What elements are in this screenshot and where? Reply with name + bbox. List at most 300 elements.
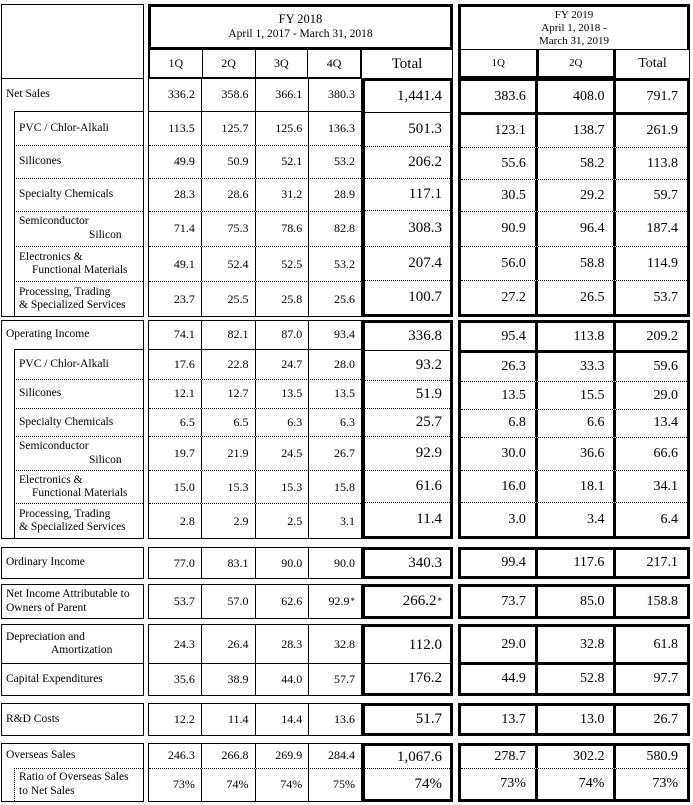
- fy19-value-cell: 73%: [500, 776, 526, 792]
- fy2018-quarter-grid: [148, 320, 362, 539]
- fy19-value-cell: 3.0: [508, 511, 526, 527]
- fy19-value-cell: 278.7: [494, 749, 526, 765]
- total-value-cell: 207.4: [365, 246, 450, 280]
- row-label-line: Functional Materials: [32, 264, 128, 277]
- fy19-value-cell: 18.1: [535, 471, 614, 502]
- q-value-cell: 25.5: [201, 282, 255, 316]
- q-value-cell: 77.0: [173, 555, 195, 570]
- col-header-1q: 1Q: [168, 56, 184, 70]
- fy19-total-cell: 73%: [613, 769, 687, 799]
- fy19-total-cell: 34.1: [613, 471, 687, 502]
- row-label: [14, 111, 143, 145]
- q-value-cell: 13.5: [255, 380, 309, 408]
- fy2018-total-column: [362, 743, 453, 802]
- row-label-text: [19, 122, 143, 136]
- fy2018-total-column: [362, 624, 453, 696]
- total-value-cell: 25.7: [365, 408, 450, 435]
- total-value-cell: 1,441.4: [397, 88, 442, 105]
- fy19-value-cell: 29.0: [501, 636, 526, 652]
- q-value-cell: 24.7: [255, 350, 309, 379]
- total-value-cell: 74%: [365, 768, 450, 799]
- row-label-line: to Net Sales: [19, 784, 75, 797]
- row-label-line: Capital Expenditures: [6, 672, 103, 685]
- total-value-cell: 100.7: [365, 280, 450, 314]
- total-value-cell: 176.2: [365, 663, 450, 693]
- q-value-cell: 53.7: [173, 594, 195, 608]
- fy2019-grid: [458, 624, 690, 696]
- col-header-2q-fy2019: 2Q: [536, 50, 614, 76]
- fy19-value-cell: 30.5: [501, 187, 526, 203]
- total-value-cell: 206.2: [365, 146, 450, 178]
- row-label: [14, 379, 143, 408]
- fy2019-row: [461, 147, 687, 179]
- fy19-value-cell: 30.0: [501, 445, 526, 461]
- col-header-3q: 3Q: [255, 50, 308, 77]
- q-value-cell: 125.6: [255, 112, 309, 145]
- row-label-line: & Specialized Services: [19, 521, 126, 534]
- row-label-text: [19, 188, 143, 202]
- section-band-operating-income: [1, 320, 693, 539]
- q-value-cell: 12.2: [173, 712, 195, 726]
- q-value-cell: 336.2: [167, 87, 195, 102]
- fy2018-quarter-grid: [148, 703, 362, 736]
- fy19-total-cell: 580.9: [613, 746, 687, 768]
- fy19-value-cell: 123.1: [494, 123, 526, 139]
- fy19-total-cell: 209.2: [613, 323, 687, 350]
- q-value-cell: 74.1: [173, 327, 195, 342]
- fy19-total-cell: 29.0: [613, 382, 687, 409]
- col-header-total-fy2019: Total: [616, 50, 690, 79]
- fy19-value-cell: 16.0: [501, 478, 526, 494]
- q-value-cell: 6.5: [201, 409, 255, 436]
- fy19-total-cell: 6.4: [613, 503, 687, 536]
- row-label-line: Semiconductor: [19, 215, 89, 228]
- row-label-text: [19, 251, 143, 278]
- q-value-cell: 2.8: [179, 513, 195, 528]
- fy2018-quarter-row: [149, 470, 361, 503]
- row-label-line: Operating Income: [6, 328, 90, 341]
- fy2018-quarter-row: [149, 79, 361, 111]
- q-value-cell: 38.9: [201, 664, 255, 695]
- fy19-total-cell: 187.4: [613, 212, 687, 246]
- q-value-cell: 15.8: [308, 471, 361, 503]
- fy19-value-cell: 29.2: [535, 180, 614, 211]
- q-value-cell: 15.0: [173, 479, 195, 494]
- q-value-cell: 269.9: [255, 744, 309, 768]
- row-label: [14, 246, 143, 281]
- fy19-value-cell: 56.0: [501, 255, 526, 271]
- q-value-cell: 28.0: [308, 350, 361, 379]
- fy2019-column-header-row: [458, 50, 690, 79]
- label-column: [1, 78, 144, 317]
- row-label-line: Overseas Sales: [6, 749, 76, 762]
- fy2019-row: [461, 768, 687, 799]
- row-label-text: [6, 713, 143, 727]
- row-label-line: Ratio of Overseas Sales: [19, 771, 129, 784]
- fy19-total-cell: 61.8: [613, 627, 687, 662]
- q-value-cell: 22.8: [201, 350, 255, 379]
- row-label-line: Processing, Trading: [19, 285, 111, 298]
- fy2018-quarter-grid: [148, 624, 362, 696]
- total-value-cell: 112.0: [408, 636, 442, 653]
- row-label-text: [19, 416, 143, 430]
- row-label: [14, 768, 143, 801]
- q-value-cell: 53.2: [308, 146, 361, 178]
- q-value-cell: 19.7: [173, 446, 195, 461]
- row-label: [2, 321, 143, 349]
- fy19-value-cell: 36.6: [535, 438, 614, 471]
- q-value-cell: 284.4: [308, 744, 361, 768]
- fy2018-total-column: [362, 703, 453, 736]
- q-value-cell: 82.1: [201, 321, 255, 349]
- row-label-line: Silicon: [89, 453, 122, 466]
- fy19-total-cell: 59.7: [613, 180, 687, 211]
- q-value-cell: 24.3: [173, 636, 195, 651]
- row-label: [2, 704, 143, 735]
- fy19-total-cell: 158.8: [613, 587, 687, 616]
- fy2018-quarter-row: [149, 625, 361, 663]
- fy2019-grid: [458, 320, 690, 539]
- fy19-value-cell: 3.4: [535, 503, 614, 536]
- row-label: [14, 470, 143, 503]
- fy19-value-cell: 383.6: [494, 88, 526, 104]
- q-value-cell: 32.8: [308, 625, 361, 663]
- fy19-value-cell: 13.0: [535, 706, 614, 733]
- row-label-line: R&D Costs: [6, 712, 60, 725]
- row-label-line: Silicones: [19, 154, 62, 167]
- fy19-value-cell: 6.8: [508, 415, 526, 431]
- q-value-cell: 13.5: [308, 380, 361, 408]
- row-label-line: Net Sales: [6, 88, 50, 101]
- fy2019-row: [461, 746, 687, 768]
- q-value-cell: 93.4: [308, 321, 361, 349]
- q-value-cell: 21.9: [201, 437, 255, 471]
- row-label: [14, 211, 143, 247]
- col-header-4q: 4Q: [307, 50, 360, 77]
- q-value-cell: 82.8: [308, 212, 361, 247]
- fy2018-quarter-headers: [148, 50, 362, 79]
- q-value-cell: 23.7: [173, 291, 195, 306]
- q-value-cell: 125.7: [201, 112, 255, 145]
- fy2018-quarter-row: [149, 379, 361, 408]
- fy19-value-cell: 138.7: [535, 115, 614, 147]
- fy19-value-cell: 117.6: [535, 550, 614, 576]
- fy2018-header: [148, 4, 453, 50]
- row-label: [2, 625, 143, 663]
- q-value-cell: 92.9 *: [308, 585, 361, 618]
- total-value-cell: 51.9: [365, 380, 450, 408]
- section-band-net-sales: [1, 78, 693, 317]
- section-band-depreciation-capex: [1, 624, 693, 696]
- q-value-cell: 11.4: [201, 704, 255, 735]
- q-value-cell: 17.6: [173, 356, 195, 371]
- row-label-line: Processing, Trading: [19, 507, 111, 520]
- row-label-text: [19, 358, 143, 372]
- row-label: [2, 79, 143, 111]
- fy19-value-cell: 26.5: [535, 281, 614, 314]
- q-value-cell: 136.3: [308, 112, 361, 145]
- fy19-value-cell: 73.7: [501, 593, 526, 609]
- fy19-total-cell: 113.8: [613, 148, 687, 179]
- fy2019-quarter-headers: [458, 50, 616, 79]
- row-label-line: Depreciation and: [6, 630, 85, 643]
- row-label: [14, 503, 143, 538]
- asterisk-footnote-marker: *: [350, 595, 355, 606]
- table-header-band: [1, 4, 693, 79]
- fy19-value-cell: 26.3: [501, 359, 526, 375]
- q-value-cell: 25.6: [308, 282, 361, 316]
- q-value-cell: 6.3: [308, 409, 361, 436]
- row-label-line: Functional Materials: [32, 487, 128, 500]
- fy19-total-cell: 26.7: [613, 706, 687, 733]
- row-label: [2, 548, 143, 578]
- row-label-text: [19, 508, 143, 535]
- row-label: [14, 436, 143, 471]
- fy2018-quarter-row: [149, 768, 361, 801]
- row-label-line: Specialty Chemicals: [19, 415, 114, 428]
- fy2019-row: [461, 179, 687, 211]
- q-value-cell: 75.3: [201, 212, 255, 247]
- fy19-value-cell: 95.4: [501, 328, 526, 344]
- fy19-value-cell: 302.2: [535, 746, 614, 768]
- fy19-value-cell: 33.3: [535, 353, 614, 381]
- fy2019-period-line1: April 1, 2018 -: [541, 21, 607, 34]
- q-value-cell: 87.0: [255, 321, 309, 349]
- q-value-cell: 71.4: [173, 221, 195, 236]
- fy2019-grid: [458, 78, 690, 317]
- total-value-cell: 51.7: [415, 711, 442, 727]
- row-label-text: [6, 556, 143, 570]
- fy19-value-cell: 99.4: [501, 555, 526, 570]
- fy19-value-cell: 6.6: [535, 410, 614, 436]
- fy19-total-cell: 791.7: [613, 81, 687, 112]
- fy2019-row: [461, 587, 687, 616]
- q-value-cell: 49.9: [173, 154, 195, 169]
- fy2019-row: [461, 706, 687, 733]
- q-value-cell: 74%: [201, 769, 255, 801]
- q-value-cell: 28.3: [173, 187, 195, 202]
- fy2019-row: [461, 280, 687, 314]
- fy2018-quarter-row: [149, 111, 361, 145]
- q-value-cell: 28.3: [255, 625, 309, 663]
- fy2018-quarter-row: [149, 503, 361, 538]
- section-band-rd-costs: [1, 703, 693, 736]
- row-label-text: [19, 286, 143, 313]
- row-label: [14, 408, 143, 436]
- q-value-cell: 49.1: [173, 256, 195, 271]
- fy19-total-cell: 114.9: [613, 247, 687, 280]
- q-value-cell: 90.0: [308, 548, 361, 578]
- row-label-line: Semiconductor: [19, 440, 89, 453]
- q-value-cell: 50.9: [201, 146, 255, 178]
- fy2019-row: [461, 323, 687, 350]
- total-value-cell: 501.3: [365, 112, 450, 145]
- q-value-cell: 25.8: [255, 282, 309, 316]
- fy2019-row: [461, 437, 687, 471]
- q-value-cell: 53.2: [308, 247, 361, 281]
- fy2018-total-column: [362, 78, 453, 317]
- row-label-text: [19, 771, 143, 798]
- fy19-value-cell: 90.9: [501, 221, 526, 237]
- fy19-total-cell: 13.4: [613, 410, 687, 436]
- fy2018-quarter-grid: [148, 584, 362, 619]
- row-label-line: & Specialized Services: [19, 299, 126, 312]
- row-label-line: Electronics &: [19, 473, 83, 486]
- q-value-cell: 73%: [172, 777, 195, 792]
- q-value-cell: 28.6: [201, 179, 255, 211]
- fy2018-title: FY 2018: [278, 12, 323, 26]
- fy19-total-cell: 97.7: [613, 665, 687, 693]
- section-band-overseas-sales: [1, 743, 693, 802]
- row-label-line: Silicon: [89, 228, 122, 241]
- row-label-line: Net Income Attributable to: [6, 588, 130, 600]
- row-label-text: [6, 588, 143, 615]
- q-value-cell: 78.6: [255, 212, 309, 247]
- fy19-value-cell: 13.7: [501, 711, 526, 727]
- fy2018-quarter-row: [149, 211, 361, 247]
- total-value-cell: 93.2: [365, 350, 450, 379]
- fy2019-period-line2: March 31, 2019: [539, 34, 609, 47]
- fy2018-period: April 1, 2017 - March 31, 2018: [228, 28, 373, 40]
- section-band-ordinary-income: [1, 547, 693, 579]
- fy19-value-cell: 55.6: [501, 155, 526, 171]
- q-value-cell: 113.5: [168, 120, 195, 135]
- q-value-cell: 75%: [308, 769, 361, 801]
- q-value-cell: 366.1: [255, 79, 309, 111]
- fy2019-row: [461, 662, 687, 693]
- fy2019-row: [461, 470, 687, 502]
- fy2019-row: [461, 350, 687, 381]
- q-value-cell: 15.3: [201, 471, 255, 503]
- fy2019-grid: [458, 743, 690, 802]
- q-value-cell: 90.0: [255, 548, 309, 578]
- fy2019-row: [461, 112, 687, 147]
- fy19-value-cell: 408.0: [535, 81, 614, 112]
- fy2019-row: [461, 550, 687, 576]
- row-label-text: [19, 474, 143, 501]
- q-value-cell: 31.2: [255, 179, 309, 211]
- fy2018-quarter-row: [149, 704, 361, 735]
- fy2018-total-column: [362, 547, 453, 579]
- fy2019-grid: [458, 547, 690, 579]
- row-label-text: [19, 155, 143, 169]
- fy2018-quarter-row: [149, 321, 361, 349]
- total-value-cell: 1,067.6: [397, 748, 442, 765]
- fy19-value-cell: 15.5: [535, 382, 614, 409]
- q-value-cell: 266.8: [201, 744, 255, 768]
- fy19-value-cell: 85.0: [535, 587, 614, 616]
- q-value-cell: 2.5: [255, 504, 309, 538]
- q-value-cell: 6.3: [255, 409, 309, 436]
- label-column: [1, 547, 144, 579]
- fy2019-header: [458, 4, 690, 50]
- fy2019-row: [461, 502, 687, 536]
- row-label-line: Specialty Chemicals: [19, 187, 114, 200]
- total-value-cell: 117.1: [365, 178, 450, 210]
- asterisk-footnote-marker: *: [437, 595, 442, 606]
- row-label: [14, 349, 143, 379]
- row-label-text: [19, 440, 143, 467]
- sections: [1, 78, 693, 802]
- q-value-cell: 52.1: [255, 146, 309, 178]
- col-header-2q: 2Q: [202, 50, 255, 77]
- label-column: [1, 743, 144, 802]
- fy19-value-cell: 58.8: [535, 247, 614, 280]
- fy2018-quarter-grid: [148, 743, 362, 802]
- fy2018-quarter-row: [149, 408, 361, 436]
- row-label: [14, 178, 143, 211]
- total-value-cell: 266.2 *: [402, 593, 442, 609]
- q-value-cell: 14.4: [255, 704, 309, 735]
- total-value-cell: 336.8: [408, 328, 442, 345]
- fy19-value-cell: 52.8: [535, 665, 614, 693]
- q-value-cell: 35.6: [173, 672, 195, 687]
- fy2019-header-block: [458, 4, 690, 79]
- fy2019-row: [461, 211, 687, 246]
- row-label-line: Ordinary Income: [6, 556, 85, 569]
- fy2018-quarter-row: [149, 663, 361, 695]
- fy19-value-cell: 44.9: [501, 671, 526, 686]
- fy2018-quarter-row: [149, 281, 361, 316]
- q-value-cell: 2.9: [201, 504, 255, 538]
- fy19-value-cell: 58.2: [535, 148, 614, 179]
- q-value-cell: 83.1: [201, 548, 255, 578]
- fy2018-quarter-row: [149, 145, 361, 178]
- label-column: [1, 624, 144, 696]
- total-value-cell: 92.9: [365, 436, 450, 470]
- fy2018-total-column: [362, 320, 453, 539]
- q-value-cell: 12.7: [201, 380, 255, 408]
- total-value-cell: 61.6: [365, 470, 450, 502]
- fy2018-quarter-grid: [148, 78, 362, 317]
- fy2018-quarter-row: [149, 246, 361, 281]
- fy2019-row: [461, 246, 687, 280]
- fy2018-column-header-row: [148, 50, 453, 79]
- row-label: [14, 145, 143, 178]
- fy2019-row: [461, 409, 687, 436]
- fy2018-quarter-grid: [148, 547, 362, 579]
- q-value-cell: 26.4: [201, 625, 255, 663]
- row-label-text: [6, 749, 143, 763]
- row-label-line: Electronics &: [19, 250, 83, 263]
- row-label-text: [6, 328, 143, 342]
- q-value-cell: 3.1: [308, 504, 361, 538]
- fy2018-quarter-row: [149, 436, 361, 471]
- row-label-line: PVC / Chlor-Alkali: [19, 121, 109, 134]
- fy19-total-cell: 59.6: [613, 353, 687, 381]
- row-label-line: PVC / Chlor-Alkali: [19, 357, 109, 370]
- fy2018-total-column: [362, 584, 453, 619]
- q-value-cell: 44.0: [255, 664, 309, 695]
- q-value-cell: 13.6: [308, 704, 361, 735]
- section-band-net-income: [1, 584, 693, 619]
- q-value-cell: 57.7: [308, 664, 361, 695]
- fy19-total-cell: 53.7: [613, 281, 687, 314]
- corner-cell: [1, 4, 144, 79]
- fy19-value-cell: 27.2: [501, 289, 526, 305]
- row-label-text: [19, 387, 143, 401]
- q-value-cell: 380.3: [308, 79, 361, 111]
- q-value-cell: 62.6: [255, 585, 309, 618]
- q-value-cell: 15.3: [255, 471, 309, 503]
- fy2019-grid: [458, 584, 690, 619]
- row-label-text: [6, 673, 143, 687]
- fy19-value-cell: 74%: [535, 769, 614, 799]
- row-label-line: Amortization: [51, 644, 113, 657]
- q-value-cell: 24.5: [255, 437, 309, 471]
- row-label-line: Owners of Parent: [6, 601, 87, 614]
- col-header-1q-fy2019: 1Q: [491, 57, 505, 69]
